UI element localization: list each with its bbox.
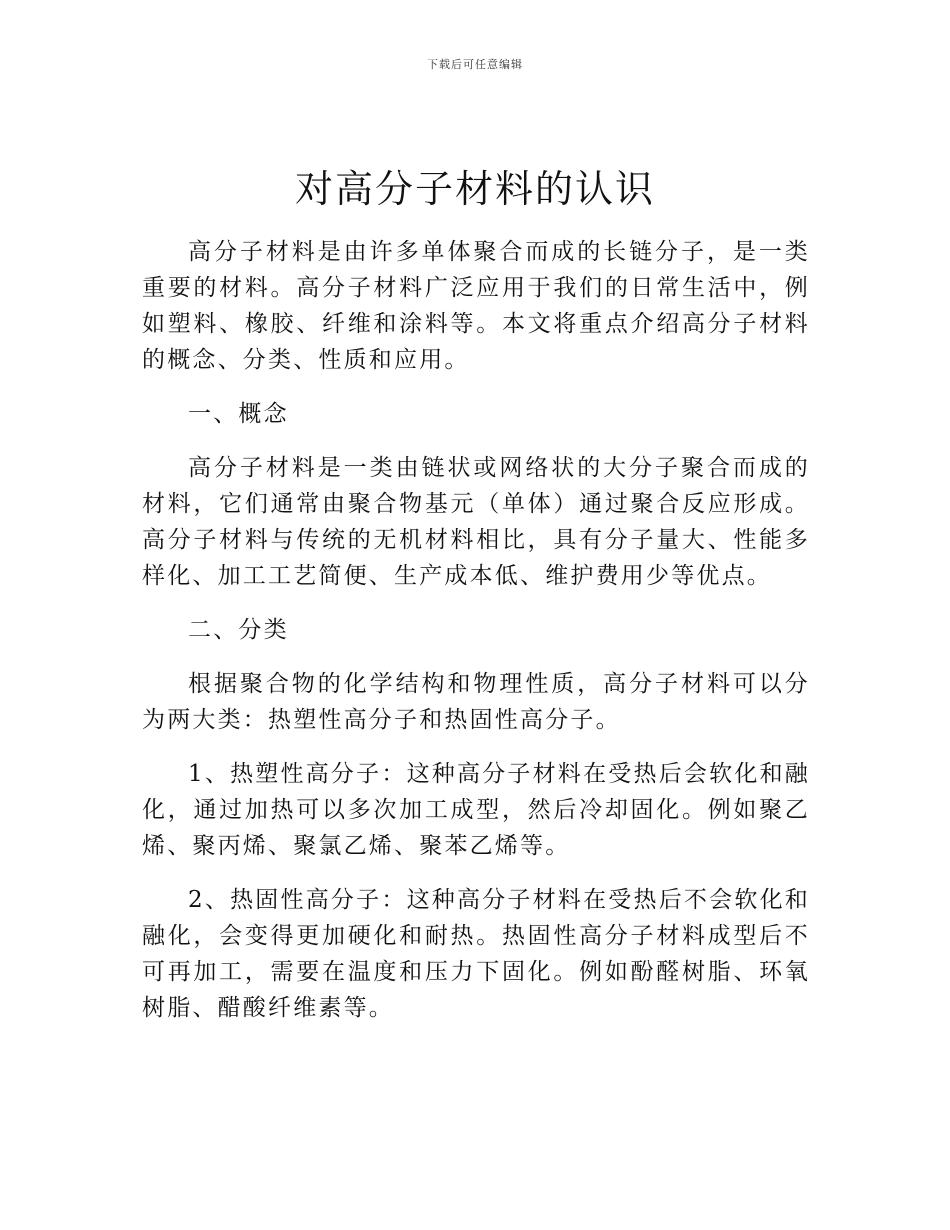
- intro-paragraph: 高分子材料是由许多单体聚合而成的长链分子，是一类重要的材料。高分子材料广泛应用于我们的日常生活中，例如塑料、橡胶、纤维和涂料等。本文将重点介绍高分子材料的概念、分类、性质和应用。: [142, 239, 810, 373]
- thermoplastic-paragraph: 1、热塑性高分子：这种高分子材料在受热后会软化和融化，通过加热可以多次加工成型，然后冷却固化。例如聚乙烯、聚丙烯、聚氯乙烯、聚苯乙烯等。: [142, 761, 810, 859]
- thermoset-paragraph: 2、热固性高分子：这种高分子材料在受热后不会软化和融化，会变得更加硬化和耐热。热固性高分子材料成型后不可再加工，需要在温度和压力下固化。例如酚醛树脂、环氧树脂、醋酸纤维素等。: [142, 887, 810, 1021]
- document-body: [142, 234, 810, 1044]
- classification-paragraph: 根据聚合物的化学结构和物理性质，高分子材料可以分为两大类：热塑性高分子和热固性高分子。: [142, 671, 810, 733]
- section-heading-classification: 二、分类: [188, 617, 289, 643]
- page-header: 下载后可任意编辑: [427, 58, 523, 71]
- concept-paragraph: 高分子材料是一类由链状或网络状的大分子聚合而成的材料，它们通常由聚合物基元（单体）通过聚合反应形成。高分子材料与传统的无机材料相比，具有分子量大、性能多样化、加工工艺简便、生产成本低、维护费用少等优点。: [142, 455, 810, 589]
- section-heading-concept: 一、概念: [188, 401, 289, 427]
- document-title: 对高分子材料的认识: [294, 167, 655, 211]
